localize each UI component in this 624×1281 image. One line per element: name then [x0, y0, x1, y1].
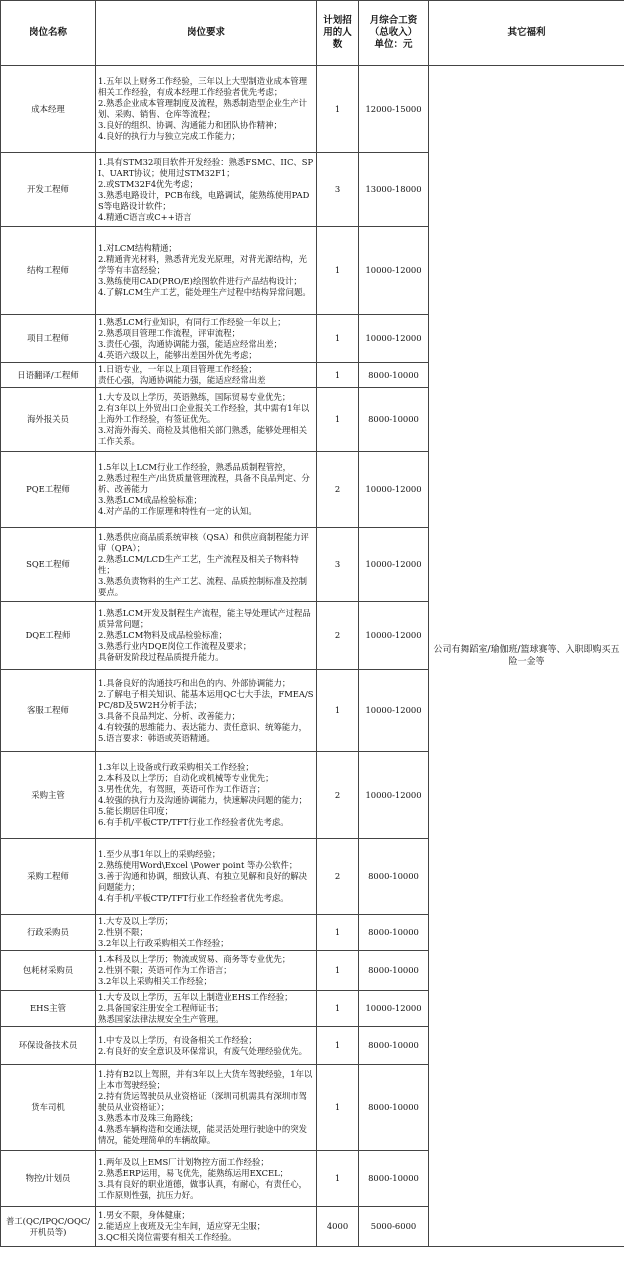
requirement-line: 3.男性优先，有驾照，英语可作为工作语言；: [98, 784, 266, 794]
requirement-line: 2.熟悉ERP运用，易飞优先，能熟练运用EXCEL；: [98, 1167, 289, 1178]
salary-cell: 10000-12000: [359, 528, 429, 602]
headcount-cell: 1: [317, 670, 359, 752]
job-rows: [1, 66, 624, 1247]
position-name: DQE工程师: [1, 602, 96, 670]
requirement-line: 1.3年以上设备或行政采购相关工作经验；: [98, 762, 254, 772]
headcount-cell: 1: [317, 1065, 359, 1151]
headcount-cell: 1: [317, 227, 359, 315]
position-name: 客服工程师: [1, 670, 96, 752]
salary-cell: 10000-12000: [359, 315, 429, 363]
position-name: 普工(QC/IPQC/OQC/开机员等): [1, 1207, 96, 1247]
position-requirements: [96, 452, 317, 528]
position-requirements: [96, 670, 317, 752]
salary-cell: 10000-12000: [359, 991, 429, 1027]
headcount-cell: 3: [317, 153, 359, 227]
position-requirements: [96, 839, 317, 915]
position-requirements: [96, 1151, 317, 1207]
salary-cell: 8000-10000: [359, 1151, 429, 1207]
salary-cell: 12000-15000: [359, 66, 429, 153]
requirement-line: 熟悉国家法律法规安全生产管理。: [98, 1014, 224, 1024]
position-requirements: [96, 315, 317, 363]
requirement-line: 1.5年以上LCM行业工作经验，熟悉品质制程管控，: [98, 462, 291, 472]
headcount-cell: 1: [317, 951, 359, 991]
position-name: 海外报关员: [1, 388, 96, 452]
position-requirements: [96, 1207, 317, 1247]
position-name: 货车司机: [1, 1065, 96, 1151]
requirement-line: 3.熟悉LCM成品检验标准；: [98, 495, 202, 505]
headcount-cell: 2: [317, 839, 359, 915]
requirement-line: 3.良好的组织、协调、沟通能力和团队协作精神；: [98, 120, 282, 130]
header-requirements: 岗位要求: [96, 1, 317, 66]
table-row: [1, 66, 624, 153]
salary-cell: 5000-6000: [359, 1207, 429, 1247]
position-name: EHS主管: [1, 991, 96, 1027]
requirement-line: 4.较强的执行力及沟通协调能力，快速解决问题的能力；: [98, 795, 307, 805]
requirement-line: 3.具有良好的职业道德，做事认真，有耐心，有责任心，工作原则性强，抗压力好。: [98, 1178, 307, 1200]
salary-cell: 8000-10000: [359, 1065, 429, 1151]
requirement-line: 2.有良好的安全意识及环保常识，有废气处理经验优先。: [98, 1045, 307, 1056]
salary-cell: 10000-12000: [359, 752, 429, 839]
position-name: 日语翻译/工程师: [1, 363, 96, 388]
requirement-line: 2.具备国家注册安全工程师证书；: [98, 1003, 224, 1013]
position-name: PQE工程师: [1, 452, 96, 528]
requirement-line: 2.熟悉项目管理工作流程，评审流程；: [98, 327, 240, 338]
position-name: 环保设备技术员: [1, 1027, 96, 1065]
requirement-line: 1.熟悉LCM开发及制程生产流程，能主导处理试产过程品质异常问题；: [98, 608, 311, 629]
position-requirements: [96, 1065, 317, 1151]
header-salary-line: （总收入）: [369, 27, 418, 38]
position-requirements: [96, 1027, 317, 1065]
requirement-line: 1.中专及以上学历，有设备相关工作经验；: [98, 1034, 257, 1045]
requirement-line: 3.善于沟通和协调，细致认真、有独立见解和良好的解决问题能力；: [98, 871, 307, 892]
requirement-line: 6.有手机/平板CTP/TFT行业工作经验者优先考虑。: [98, 817, 289, 827]
benefits-cell: 公司有舞蹈室/瑜伽班/篮球赛等、入职即购买五险一金等: [429, 66, 624, 1247]
requirement-line: 3.熟练使用CAD(PRO/E)绘图软件进行产品结构设计；: [98, 276, 302, 286]
position-requirements: [96, 602, 317, 670]
header-salary: [359, 1, 429, 66]
position-requirements: [96, 752, 317, 839]
header-headcount: [317, 1, 359, 66]
header-benefits: 其它福利: [429, 1, 624, 66]
header-position: 岗位名称: [1, 1, 96, 66]
requirement-line: 3.对海外海关、商检及其他相关部门熟悉，能够处理相关工作关系。: [98, 425, 307, 446]
requirement-line: 1.熟悉LCM行业知识，有同行工作经验一年以上；: [98, 316, 286, 327]
header-row: [1, 1, 624, 66]
requirement-line: 2.精通背光材料，熟悉背光发光原理，对背光源结构，光学等有丰富经验；: [98, 254, 307, 275]
requirement-line: 3.熟悉行业内DQE岗位工作流程及要求；: [98, 641, 252, 651]
headcount-cell: 1: [317, 1151, 359, 1207]
requirement-line: 2.持有货运驾驶员从业资格证（深圳司机需具有深圳市驾驶员从业资格证）；: [98, 1091, 307, 1112]
salary-cell: 8000-10000: [359, 1027, 429, 1065]
headcount-cell: 1: [317, 315, 359, 363]
salary-cell: 13000-18000: [359, 153, 429, 227]
requirement-line: 2.性别不限；: [98, 927, 148, 937]
salary-cell: 8000-10000: [359, 951, 429, 991]
requirement-line: 4.精通C语言或C++语言: [98, 211, 192, 222]
requirement-line: 1.五年以上财务工作经验，三年以上大型制造业成本管理相关工作经验，有成本经理工作经验者优先考虑；: [98, 76, 307, 97]
requirement-line: 3.2年以上采购相关工作经验；: [98, 976, 212, 986]
position-name: 行政采购员: [1, 915, 96, 951]
requirement-line: 2.性别不限；英语可作为工作语言；: [98, 965, 232, 975]
requirement-line: 3.熟悉本市及珠三角路线；: [98, 1113, 199, 1123]
requirement-line: 2.了解电子相关知识、能基本运用QC七大手法，FMEA/SPC/8D及5W2H分析手法；: [98, 688, 314, 710]
salary-cell: 8000-10000: [359, 388, 429, 452]
requirement-line: 2.能适应上夜班及无尘车间，适应穿无尘服；: [98, 1221, 266, 1231]
position-name: 采购工程师: [1, 839, 96, 915]
position-requirements: [96, 991, 317, 1027]
position-name: 物控/计划员: [1, 1151, 96, 1207]
headcount-cell: 2: [317, 452, 359, 528]
headcount-cell: 3: [317, 528, 359, 602]
requirement-line: 3.2年以上行政采购相关工作经验；: [98, 938, 229, 948]
headcount-cell: 1: [317, 66, 359, 153]
requirement-line: 2.熟练使用Word\Excel \Power point 等办公软件；: [98, 860, 298, 870]
headcount-cell: 1: [317, 363, 359, 388]
position-requirements: [96, 951, 317, 991]
position-name: 开发工程师: [1, 153, 96, 227]
position-name: 项目工程师: [1, 315, 96, 363]
requirement-line: 1.熟悉供应商品质系统审核（QSA）和供应商制程能力评审（QPA）；: [98, 531, 309, 553]
requirement-line: 1.大专及以上学历，五年以上制造业EHS工作经验；: [98, 992, 293, 1002]
requirement-line: 1.具备良好的沟通技巧和出色的内、外部协调能力；: [98, 677, 291, 688]
requirement-line: 4.熟悉车辆构造和交通法规，能灵活处理行驶途中的突发情况，能处理简单的车辆故障。: [98, 1124, 307, 1145]
salary-cell: 8000-10000: [359, 915, 429, 951]
position-name: SQE工程师: [1, 528, 96, 602]
position-name: 成本经理: [1, 66, 96, 153]
requirement-line: 1.对LCM结构精通；: [98, 243, 177, 253]
salary-cell: 10000-12000: [359, 452, 429, 528]
requirement-line: 4.良好的执行力与独立完成工作能力；: [98, 131, 240, 141]
position-requirements: [96, 363, 317, 388]
position-requirements: [96, 66, 317, 153]
salary-cell: 10000-12000: [359, 670, 429, 752]
position-name: 结构工程师: [1, 227, 96, 315]
requirement-line: 1.两年及以上EMS厂计划物控方面工作经验；: [98, 1156, 269, 1167]
header-headcount-line: 计划招: [323, 15, 352, 26]
position-requirements: [96, 388, 317, 452]
requirement-line: 1.男女不限，身体健康；: [98, 1210, 190, 1220]
requirement-line: 3.QC相关岗位需要有相关工作经验。: [98, 1232, 237, 1242]
requirement-line: 4.对产品的工作原理和特性有一定的认知。: [98, 506, 257, 516]
requirement-line: 1.持有B2以上驾照，并有3年以上大货车驾驶经验，1年以上本市驾驶经验；: [98, 1069, 313, 1090]
headcount-cell: 1: [317, 915, 359, 951]
headcount-cell: 1: [317, 1027, 359, 1065]
requirement-line: 5.语言要求：韩语或英语精通。: [98, 732, 215, 743]
requirement-line: 2.本科及以上学历；自动化或机械等专业优先；: [98, 773, 274, 783]
header-salary-line: 单位：元: [374, 39, 413, 50]
requirement-line: 1.大专及以上学历，英语熟练，国际贸易专业优先；: [98, 392, 291, 402]
salary-cell: 10000-12000: [359, 602, 429, 670]
header-headcount-line: 用的人: [323, 27, 352, 38]
requirement-line: 1.本科及以上学历；物流或贸易、商务等专业优先；: [98, 954, 291, 964]
requirement-line: 3.具备不良品判定、分析、改善能力；: [98, 710, 240, 721]
headcount-cell: 2: [317, 602, 359, 670]
headcount-cell: 2: [317, 752, 359, 839]
headcount-cell: 1: [317, 388, 359, 452]
requirement-line: 4.有手机/平板CTP/TFT行业工作经验者优先考虑。: [98, 893, 289, 903]
requirement-line: 1.日语专业，一年以上项目管理工作经验；: [98, 364, 257, 374]
headcount-cell: 1: [317, 991, 359, 1027]
position-requirements: [96, 153, 317, 227]
header-headcount-line: 数: [332, 39, 343, 50]
requirement-line: 责任心强，沟通协调能力强，能适应经常出差: [98, 375, 266, 385]
requirement-line: 3.责任心强，沟通协调能力强，能适应经常出差；: [98, 338, 282, 349]
requirement-line: 2.熟悉LCM物料及成品检验标准；: [98, 630, 228, 640]
position-name: 采购主管: [1, 752, 96, 839]
requirement-line: 2.或STM32F4优先考虑；: [98, 178, 198, 189]
requirement-line: 5.能长期居住印度；: [98, 806, 173, 816]
position-requirements: [96, 915, 317, 951]
salary-cell: 10000-12000: [359, 227, 429, 315]
requirement-line: 2.有3年以上外贸出口企业报关工作经验，其中需有1年以上海外工作经验，有签证优先。: [98, 403, 310, 424]
position-name: 包耗材采购员: [1, 951, 96, 991]
requirement-line: 4.有较强的思维能力、表达能力、责任意识、统筹能力，: [98, 721, 307, 732]
header-salary-line: 月综合工资: [369, 15, 418, 26]
requirement-line: 具备研发阶段过程品质提升能力。: [98, 652, 224, 662]
requirement-line: 2.熟悉LCM/LCD生产工艺，生产流程及相关子物料特性；: [98, 553, 299, 575]
salary-cell: 8000-10000: [359, 839, 429, 915]
requirement-line: 2.熟悉企业成本管理制度及流程，熟悉制造型企业生产计划、采购、销售、仓库等流程；: [98, 98, 307, 119]
headcount-cell: 4000: [317, 1207, 359, 1247]
requirement-line: 4.了解LCM生产工艺，能处理生产过程中结构异常问题。: [98, 287, 311, 297]
requirement-line: 3.熟悉负责物料的生产工艺、流程、品质控制标准及控制要点。: [98, 575, 307, 597]
salary-cell: 8000-10000: [359, 363, 429, 388]
requirement-line: 3.熟悉电路设计，PCB布线，电路调试，能熟练使用PADS等电路设计软件；: [98, 189, 310, 211]
requirement-line: 1.具有STM32项目软件开发经验：熟悉FSMC、IIC、SPI、UART协议；使用过STM32F1；: [98, 156, 314, 178]
requirement-line: 1.至少从事1年以上的采购经验；: [98, 849, 221, 859]
requirement-line: 2.熟悉过程生产/出货质量管理流程，具备不良品判定、分析、改善能力: [98, 473, 310, 494]
requirement-line: 1.大专及以上学历；: [98, 916, 173, 926]
requirement-line: 4.英语六级以上，能够出差国外优先考虑；: [98, 349, 257, 360]
position-requirements: [96, 528, 317, 602]
position-requirements: [96, 227, 317, 315]
